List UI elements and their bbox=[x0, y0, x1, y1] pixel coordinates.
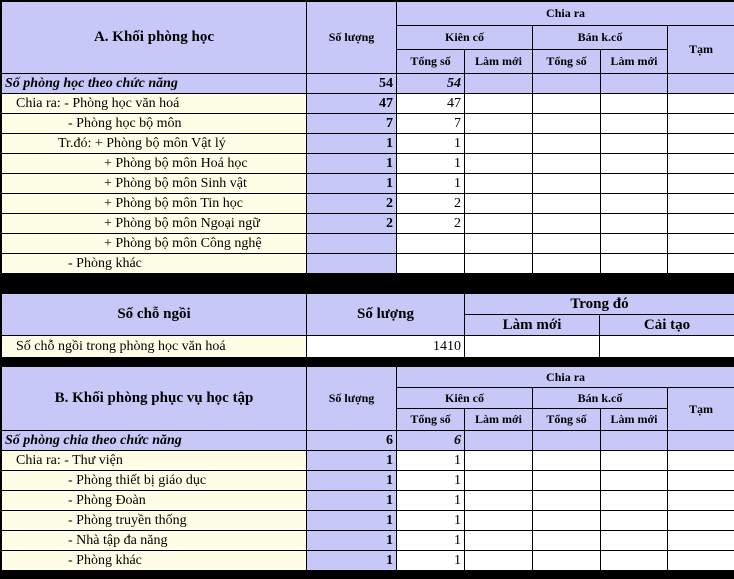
row-label: + Phòng bộ môn Sinh vật bbox=[2, 174, 307, 194]
row-qty: 54 bbox=[307, 74, 397, 94]
section-a-lam-moi: Làm mới bbox=[465, 50, 533, 74]
row-tong: 47 bbox=[397, 94, 465, 114]
section-b-chia-ra: Chia ra bbox=[397, 367, 734, 388]
row-tong: 1 bbox=[397, 174, 465, 194]
section-a-kien-co: Kiên cố bbox=[397, 26, 533, 50]
row-qty: 2 bbox=[307, 214, 397, 234]
row-tong bbox=[397, 254, 465, 274]
section-b-ban-lam-moi: Làm mới bbox=[601, 409, 668, 431]
row-tong: 6 bbox=[397, 431, 465, 451]
row-qty: 2 bbox=[307, 194, 397, 214]
table-row bbox=[2, 214, 734, 234]
row-qty: 1 bbox=[307, 511, 397, 531]
section-a-chia-ra: Chia ra bbox=[397, 2, 734, 26]
table-row bbox=[2, 194, 734, 214]
section-a-ban-tong-so: Tổng số bbox=[533, 50, 601, 74]
row-label: - Phòng khác bbox=[2, 254, 307, 274]
seats-qty-header: Số lượng bbox=[307, 294, 465, 336]
row-label: + Phòng bộ môn Tin học bbox=[2, 194, 307, 214]
row-qty: 6 bbox=[307, 431, 397, 451]
section-a-qty-header: Số lượng bbox=[307, 2, 397, 74]
section-a-tam: Tạm bbox=[668, 26, 734, 74]
section-a-ban-kco: Bán k.cố bbox=[533, 26, 668, 50]
row-tong: 1 bbox=[397, 154, 465, 174]
row-label: Số phòng chia theo chức năng bbox=[2, 431, 307, 451]
section-b-qty-header: Số lượng bbox=[307, 367, 397, 431]
row-qty: 1 bbox=[307, 531, 397, 551]
section-b-lam-moi: Làm mới bbox=[465, 409, 533, 431]
table-row bbox=[2, 114, 734, 134]
row-qty: 1 bbox=[307, 551, 397, 571]
table-row bbox=[2, 491, 734, 511]
row-tong: 7 bbox=[397, 114, 465, 134]
table-row bbox=[2, 254, 734, 274]
row-tong: 1 bbox=[397, 471, 465, 491]
row-qty: 1 bbox=[307, 174, 397, 194]
row-tong: 2 bbox=[397, 214, 465, 234]
row-qty: 47 bbox=[307, 94, 397, 114]
row-label: - Phòng truyền thống bbox=[2, 511, 307, 531]
table-row bbox=[2, 336, 734, 358]
row-label: + Phòng bộ môn Ngoại ngữ bbox=[2, 214, 307, 234]
row-label: + Phòng bộ môn Công nghệ bbox=[2, 234, 307, 254]
row-label: Chia ra: - Phòng học văn hoá bbox=[2, 94, 307, 114]
row-tong: 1 bbox=[397, 551, 465, 571]
table-seats bbox=[1, 293, 734, 358]
table-section-a bbox=[1, 1, 734, 274]
row-qty bbox=[307, 234, 397, 254]
section-a-tong-so: Tổng số bbox=[397, 50, 465, 74]
row-qty: 1 bbox=[307, 134, 397, 154]
seats-title: Số chỗ ngồi bbox=[2, 294, 307, 336]
table-row bbox=[2, 551, 734, 571]
table-row bbox=[2, 431, 734, 451]
table-row bbox=[2, 511, 734, 531]
row-tong: 2 bbox=[397, 194, 465, 214]
seats-lam-moi: Làm mới bbox=[465, 315, 600, 336]
seats-cai-tao: Cải tạo bbox=[600, 315, 734, 336]
table-row bbox=[2, 471, 734, 491]
section-a-ban-lam-moi: Làm mới bbox=[601, 50, 668, 74]
table-row bbox=[2, 154, 734, 174]
row-qty: 1 bbox=[307, 471, 397, 491]
row-tong: 1 bbox=[397, 451, 465, 471]
seats-row-label: Số chỗ ngồi trong phòng học văn hoá bbox=[2, 336, 307, 358]
table-section-b bbox=[1, 366, 734, 571]
section-a-title: A. Khối phòng học bbox=[2, 2, 307, 74]
table-row bbox=[2, 134, 734, 154]
row-label: Tr.đó: + Phòng bộ môn Vật lý bbox=[2, 134, 307, 154]
row-tong bbox=[397, 234, 465, 254]
section-b-tam: Tạm bbox=[668, 388, 734, 431]
row-label: Số phòng học theo chức năng bbox=[2, 74, 307, 94]
table-row bbox=[2, 451, 734, 471]
row-qty bbox=[307, 254, 397, 274]
seats-trong-do: Trong đó bbox=[465, 294, 734, 315]
row-qty: 1 bbox=[307, 451, 397, 471]
row-qty: 7 bbox=[307, 114, 397, 134]
row-label: - Phòng khác bbox=[2, 551, 307, 571]
table-row bbox=[2, 94, 734, 114]
table-row bbox=[2, 74, 734, 94]
row-tong: 1 bbox=[397, 511, 465, 531]
row-label: - Phòng Đoàn bbox=[2, 491, 307, 511]
row-tong: 1 bbox=[397, 134, 465, 154]
table-row bbox=[2, 234, 734, 254]
table-row bbox=[2, 531, 734, 551]
row-label: - Nhà tập đa năng bbox=[2, 531, 307, 551]
section-b-ban-tong-so: Tổng số bbox=[533, 409, 601, 431]
row-tong: 54 bbox=[397, 74, 465, 94]
row-tong: 1 bbox=[397, 491, 465, 511]
section-b-tong-so: Tổng số bbox=[397, 409, 465, 431]
row-tong: 1 bbox=[397, 531, 465, 551]
section-b-ban-kco: Bán k.cố bbox=[533, 388, 668, 409]
row-label: + Phòng bộ môn Hoá học bbox=[2, 154, 307, 174]
row-label: Chia ra: - Thư viện bbox=[2, 451, 307, 471]
row-label: - Phòng thiết bị giáo dục bbox=[2, 471, 307, 491]
row-qty: 1 bbox=[307, 491, 397, 511]
section-b-kien-co: Kiên cố bbox=[397, 388, 533, 409]
row-qty: 1 bbox=[307, 154, 397, 174]
seats-row-value: 1410 bbox=[307, 336, 465, 358]
section-b-title: B. Khối phòng phục vụ học tập bbox=[2, 367, 307, 431]
table-row bbox=[2, 174, 734, 194]
row-label: - Phòng học bộ môn bbox=[2, 114, 307, 134]
